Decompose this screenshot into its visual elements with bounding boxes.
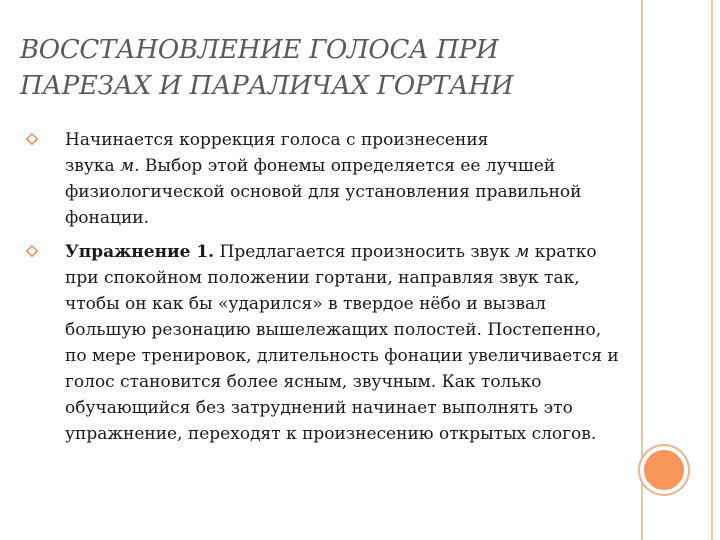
exercise-label: Упражнение 1.	[65, 242, 215, 262]
bullet-2-letter: м	[515, 242, 530, 262]
slide-title	[20, 32, 620, 104]
diamond-bullet-icon	[26, 245, 38, 257]
title-line-2: ПАРЕЗАХ И ПАРАЛИЧАХ ГОРТАНИ	[20, 71, 514, 101]
frame-line-right	[711, 0, 713, 540]
bullet-1-text-c: . Выбор этой фонемы определяется ее лучшей физиологической основой для установления правильной фонации.	[65, 156, 582, 228]
content	[24, 127, 624, 447]
bullet-1-text-b: звука	[65, 156, 121, 176]
bullet-item-1	[24, 127, 624, 231]
circle-decoration	[644, 450, 684, 490]
diamond-bullet-icon	[26, 133, 38, 145]
frame-line-left	[641, 0, 643, 540]
title-line-1: ВОССТАНОВЛЕНИЕ ГОЛОСА ПРИ	[20, 35, 499, 65]
bullet-2-text-a: Предлагается произносить звук	[214, 242, 516, 262]
bullet-2-text-b: кратко при спокойном положении гортани, направляя звук так, чтобы он как бы «ударился» в твердое нёбо и вызвал большую резонацию вышележащих полостей. Постепенно, по мере тренировок, длительность фонации увеличивается и голос становится более ясным, звучным. Как только обучающийся без затруднений начинает выполнять это упражнение, переходят к произнесению открытых слогов.	[65, 242, 619, 444]
bullet-item-2	[24, 239, 624, 447]
bullet-1-letter: м	[120, 156, 135, 176]
bullet-1-text-a: Начинается коррекция голоса с произнесения	[65, 130, 489, 150]
